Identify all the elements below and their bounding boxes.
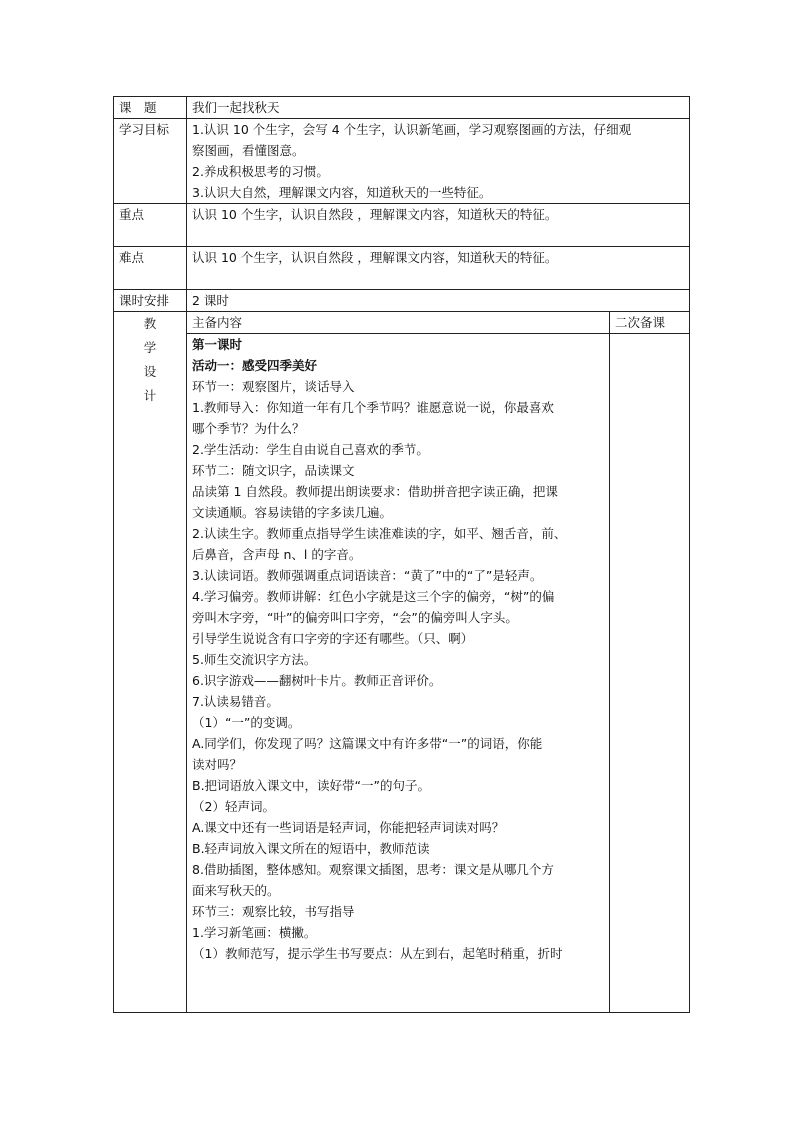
design-line: （1）“一”的变调。 [192,715,301,730]
lesson-plan-table [113,96,690,1013]
key-row [114,204,690,247]
goal-line: 3.认识大自然，理解课文内容，知道秋天的一些特征。 [192,185,492,200]
design-line: 7.认读易错音。 [192,694,279,709]
goals-row [114,119,690,204]
goal-line: 2.养成积极思考的习惯。 [192,164,329,179]
design-line: （1）教师范写，提示学生书写要点：从左到右，起笔时稍重，折时 [192,946,563,961]
design-line: 6.识字游戏——翻树叶卡片。教师正音评价。 [192,673,442,688]
design-line: 引导学生说说含有口字旁的字还有哪些。（只、啊） [192,631,474,646]
goal-line: 1.认识 10 个生字，会写 4 个生字，认识新笔画，学习观察图画的方法，仔细观 [192,122,632,137]
design-line: 2.认读生字。教师重点指导学生读准难读的字，如平、翘舌音，前、 [192,526,567,541]
key-label: 重点 [114,204,187,247]
design-line: 品读第 1 自然段。教师提出朗读要求：借助拼音把字读正确，把课 [192,484,558,499]
design-line: 文读通顺。容易读错的字多读几遍。 [192,505,393,520]
design-line: 读对吗？ [192,757,243,772]
design-label-char: 学 [143,340,157,355]
topic-value: 我们一起找秋天 [187,97,690,119]
design-header-row [114,312,690,334]
design-lines [192,334,604,1012]
design-line: 4.学习偏旁。教师讲解：红色小字就是这三个字的偏旁，“树”的偏 [192,589,555,604]
design-label-char: 教 [143,316,157,331]
design-line: B.把词语放入课文中，读好带“一”的句子。 [192,778,431,793]
main-content-header: 主备内容 [187,312,610,334]
topic-label: 课 题 [114,97,187,119]
design-line: 环节一：观察图片，谈话导入 [192,379,355,394]
difficulty-label: 难点 [114,247,187,290]
topic-row [114,97,690,119]
design-line: 旁叫木字旁，“叶”的偏旁叫口字旁，“会”的偏旁叫人字头。 [192,610,518,625]
design-line: 哪个季节？为什么？ [192,421,305,436]
design-label [114,312,187,1013]
design-line: 1.教师导入：你知道一年有几个季节吗？谁愿意说一说，你最喜欢 [192,400,554,415]
difficulty-row [114,247,690,290]
design-line: 第一课时 [192,337,243,352]
goal-line: 察图画，看懂图意。 [192,143,305,158]
design-line: 8.借助插图，整体感知。观察课文插图，思考：课文是从哪几个方 [192,862,554,877]
difficulty-value: 认识 10 个生字，认识自然段 ，理解课文内容，知道秋天的特征。 [187,247,690,290]
design-line: 环节三：观察比较，书写指导 [192,904,355,919]
goals-label: 学习目标 [114,119,187,204]
design-line: （2）轻声词。 [192,799,275,814]
design-line: 2.学生活动：学生自由说自己喜欢的季节。 [192,442,429,457]
secondary-prep-header: 二次备课 [610,312,690,334]
design-line: A.课文中还有一些词语是轻声词，你能把轻声词读对吗？ [192,820,505,835]
design-label-char: 计 [143,388,157,403]
schedule-label: 课时安排 [114,290,187,312]
design-line: A.同学们，你发现了吗？这篇课文中有许多带“一”的词语，你能 [192,736,543,751]
design-body-row [114,334,690,1013]
key-value: 认识 10 个生字，认识自然段 ，理解课文内容，知道秋天的特征。 [187,204,690,247]
design-label-char: 设 [143,364,157,379]
design-line: 3.认读词语。教师强调重点词语读音：“黄了”中的“了”是轻声。 [192,568,543,583]
design-line: B.轻声词放入课文所在的短语中，教师范读 [192,841,430,856]
secondary-prep-cell [610,334,690,1013]
design-line: 后鼻音，含声母 n、l 的字音。 [192,547,362,562]
design-line: 面来写秋天的。 [192,883,280,898]
schedule-row [114,290,690,312]
design-line: 1.学习新笔画：横撇。 [192,925,317,940]
design-line: 5.师生交流识字方法。 [192,652,317,667]
schedule-value: 2 课时 [187,290,690,312]
main-content-cell [187,334,610,1013]
design-line: 活动一：感受四季美好 [192,358,318,373]
goals-value [187,119,690,204]
design-line: 环节二：随文识字，品读课文 [192,463,355,478]
